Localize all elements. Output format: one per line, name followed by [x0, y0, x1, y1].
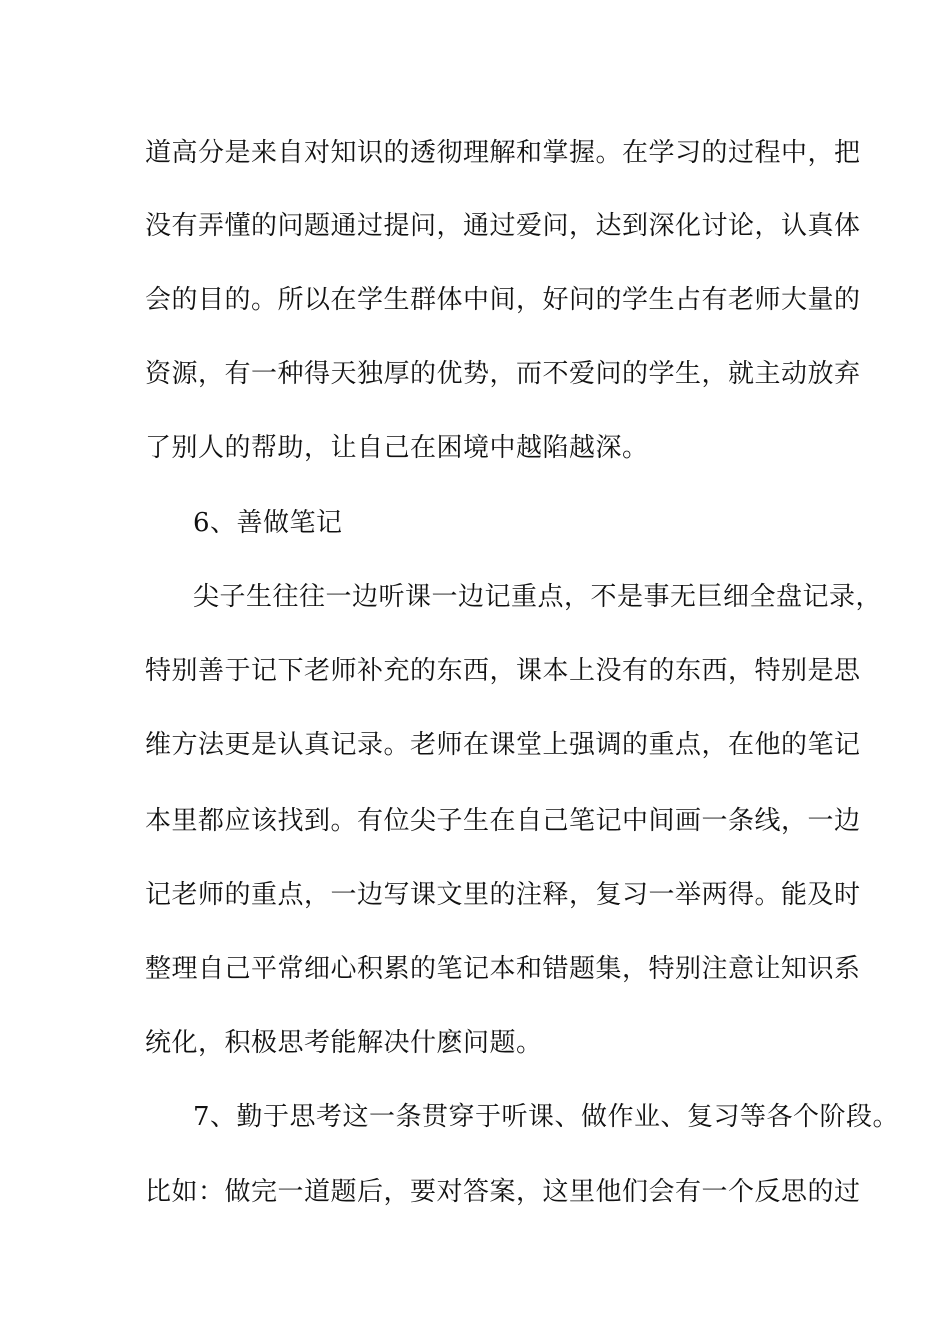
paragraph-line: 没有弄懂的问题通过提问，通过爱问，达到深化讨论，认真体 — [145, 211, 861, 241]
paragraph-line: 本里都应该找到。有位尖子生在自己笔记中间画一条线，一边 — [145, 806, 861, 836]
paragraph-line: 道高分是来自对知识的透彻理解和掌握。在学习的过程中，把 — [145, 138, 861, 168]
paragraph-line: 会的目的。所以在学生群体中间，好问的学生占有老师大量的 — [145, 285, 861, 315]
paragraph-line: 记老师的重点，一边写课文里的注释，复习一举两得。能及时 — [145, 880, 861, 910]
paragraph-line: 了别人的帮助，让自己在困境中越陷越深。 — [145, 433, 649, 463]
paragraph-line: 比如：做完一道题后，要对答案，这里他们会有一个反思的过 — [145, 1177, 861, 1207]
paragraph-line: 尖子生往往一边听课一边记重点，不是事无巨细全盘记录， — [193, 582, 883, 612]
section-heading: 7、勤于思考这一条贯穿于听课、做作业、复习等各个阶段。 — [193, 1102, 900, 1132]
section-heading: 6、善做笔记 — [193, 508, 343, 538]
paragraph-line: 统化，积极思考能解决什麽问题。 — [145, 1028, 543, 1058]
paragraph-line: 维方法更是认真记录。老师在课堂上强调的重点，在他的笔记 — [145, 730, 861, 760]
paragraph-line: 资源，有一种得天独厚的优势，而不爱问的学生，就主动放弃 — [145, 359, 861, 389]
paragraph-line: 整理自己平常细心积累的笔记本和错题集，特别注意让知识系 — [145, 954, 861, 984]
paragraph-line: 特别善于记下老师补充的东西，课本上没有的东西，特别是思 — [145, 656, 861, 686]
